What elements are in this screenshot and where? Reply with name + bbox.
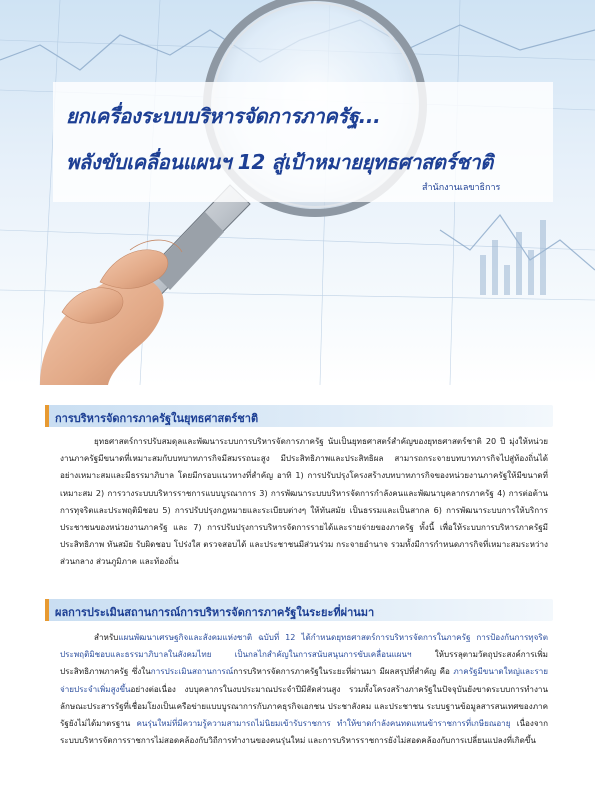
section-heading-1 bbox=[45, 405, 553, 427]
section-accent-bar bbox=[45, 405, 49, 427]
para-text: อย่างต่อเนื่อง งบบุคลากรในงบประมาณประจำปีมีสัดส่วนสูง รวมทั้งโครงสร้างภาครัฐในปัจจุบันยังขาดระบบการทำงานลักษณะประสารรัฐที่เชื่อมโยงเป็นเครือข่ายแบบบูรณาการกับภาคธุรกิจเอกชน ประชาสังคม และประชาชน ระบบฐานข้อมูลสารสนเทศของภาครัฐยังไม่ได้มาตรฐาน bbox=[60, 683, 548, 729]
highlight-new-generation: คนรุ่นใหม่ที่มีความรู้ความสามารถไม่นิยมเข้ารับราชการ ทำให้ขาดกำลังคนทดแทนข้าราชการที่เกษียณอายุ bbox=[136, 718, 511, 729]
article-title-line-2: พลังขับเคลื่อนแผนฯ 12 สู่เป้าหมายยุทธศาสตร์ชาติ bbox=[66, 150, 493, 174]
article-title-line-1: ยกเครื่องระบบบริหารจัดการภาครัฐ... bbox=[66, 104, 381, 128]
para-text: การบริหารจัดการภาครัฐในระยะที่ผ่านมา มีผลสรุปที่สำคัญ คือ bbox=[233, 666, 454, 677]
section-1-paragraph: ยุทธศาสตร์การปรับสมดุลและพัฒนาระบบการบริหารจัดการภาครัฐ นับเป็นยุทธศาสตร์สำคัญของยุทธศาสตร์ชาติ 20 ปี มุ่งให้หน่วยงานภาครัฐมีขนาดที่เหมาะสมกับบทบาทภารกิจมีสมรรถนะสูง มีประสิทธิภาพและประสิทธิผล สามารถกระจายบทบาทภารกิจไปสู่ท้องถิ่นได้อย่างเหมาะสมและมีธรรมาภิบาล โดยมีกรอบแนวทางที่สำคัญ อาทิ 1) การปรับปรุงโครงสร้างบทบาทภารกิจของหน่วยงานภาครัฐให้มีขนาดที่เหมาะสม 2) การวางระบบบริหารราชการแบบบูรณาการ 3) การพัฒนาระบบบริหารจัดการกำลังคนและพัฒนาบุคลากรภาครัฐ 4) การต่อต้านการทุจริตและประพฤติมิชอบ 5) การปรับปรุงกฎหมายและระเบียบต่างๆ ให้ทันสมัย เป็นธรรมและเป็นสากล 6) การพัฒนาระบบการให้บริการประชาชนของหน่วยงานภาครัฐ และ 7) การปรับปรุงการบริหารจัดการรายได้และรายจ่ายของภาครัฐ ทั้งนี้ เพื่อให้ระบบการบริหารภาครัฐมีประสิทธิภาพ ทันสมัย รับผิดชอบ โปร่งใส ตรวจสอบได้ และประชาชนมีส่วนร่วม กระจายอำนาจ รวมทั้งมีการกำหนดภารกิจที่เหมาะสมระหว่างส่วนกลาง ส่วนภูมิภาค และท้องถิ่น bbox=[60, 436, 548, 567]
section-accent-bar bbox=[45, 599, 49, 621]
para-text: ให้บรรลุตามวัตถุประสงค์การเพิ่มประสิทธิภาพภาครัฐ ซึ่งใน bbox=[60, 649, 548, 677]
highlight-assessment: การประเมินสถานการณ์ bbox=[150, 666, 234, 677]
section-heading-1-text: การบริหารจัดการภาครัฐในยุทธศาสตร์ชาติ bbox=[55, 412, 259, 425]
article-author: สำนักงานเลขาธิการ bbox=[422, 183, 501, 193]
highlight-plan-12: แผนพัฒนาเศรษฐกิจและสังคมแห่งชาติ ฉบับที่ 12 ได้กำหนดยุทธศาสตร์การบริหารจัดการในภาครัฐ การป้องกันการทุจริตประพฤติมิชอบและธรรมาภิบาลในสังคมไทย เป็นกลไกสำคัญในการสนับสนุนการขับเคลื่อนแผนฯ bbox=[60, 632, 548, 660]
section-heading-2-text: ผลการประเมินสถานการณ์การบริหารจัดการภาครัฐในระยะที่ผ่านมา bbox=[55, 606, 375, 619]
section-heading-2 bbox=[45, 599, 553, 621]
para-text: เนื่องจากระบบบริหารจัดการราชการไม่สอดคล้องกับวิถีการทำงานของคนรุ่นใหม่ และการบริหารราชการยังไม่สอดคล้องกับการเปลี่ยนแปลงที่เกิดขึ้น bbox=[60, 718, 549, 746]
section-2-paragraph bbox=[60, 629, 548, 749]
highlight-large-government: ภาครัฐมีขนาดใหญ่และรายจ่ายประจำเพิ่มสูงขึ้น bbox=[60, 666, 548, 694]
para-text: สำหรับ bbox=[94, 632, 119, 642]
